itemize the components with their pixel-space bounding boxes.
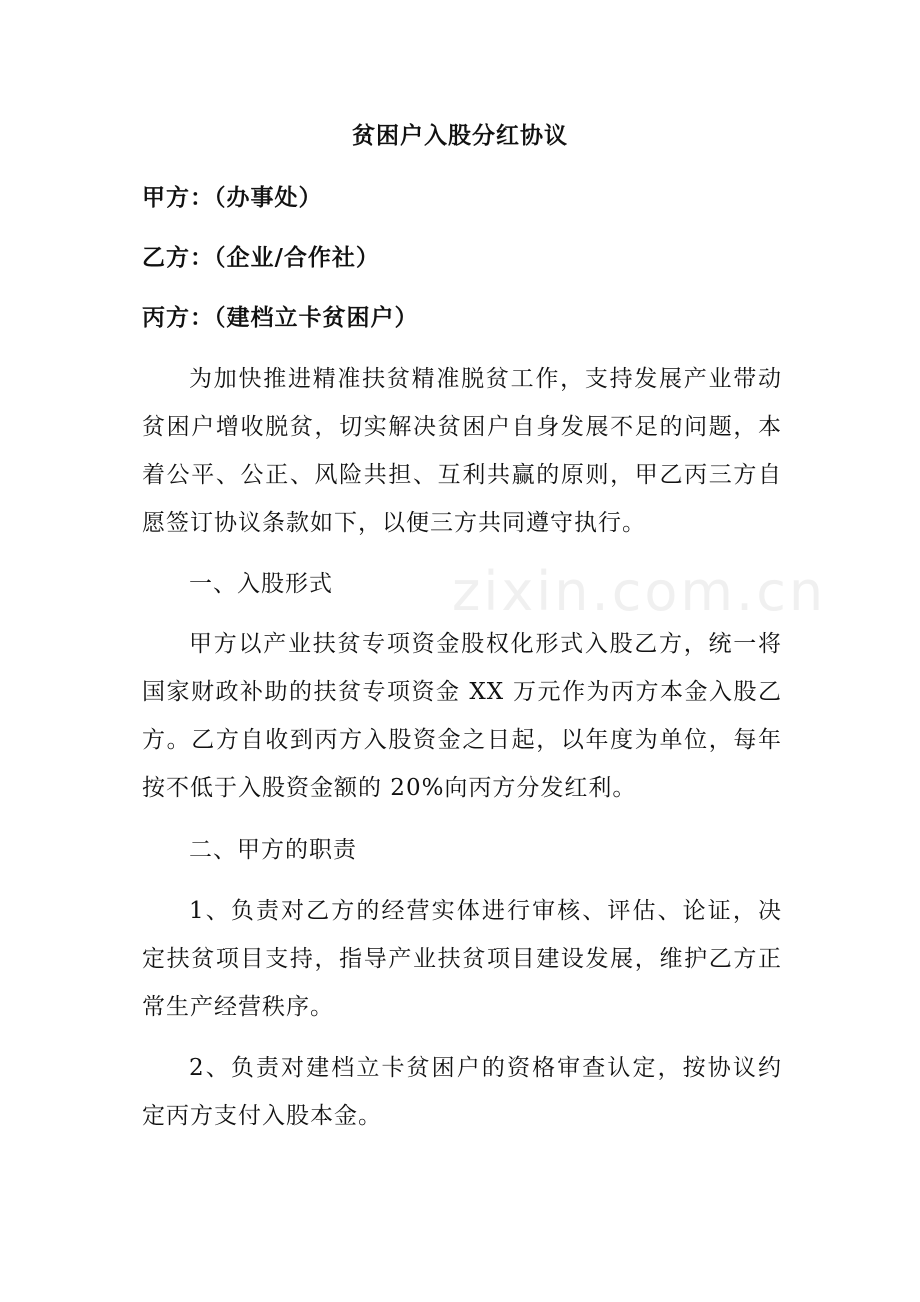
section1-line: 甲方以产业扶贫专项资金股权化形式入股乙方，统一将 xyxy=(189,631,782,657)
party-c: 丙方：（建档立卡贫困户） xyxy=(142,305,419,331)
section2-item2-line: 定丙方支付入股本金。 xyxy=(142,1103,382,1129)
intro-line: 为加快推进精准扶贫精准脱贫工作，支持发展产业带动 xyxy=(189,366,782,392)
section2-heading: 二、甲方的职责 xyxy=(189,837,357,863)
section1-line: 国家财政补助的扶贫专项资金 XX 万元作为丙方本金入股乙 xyxy=(142,679,782,705)
section2-item1-line: 1、负责对乙方的经营实体进行审核、评估、论证，决 xyxy=(189,898,782,924)
section1-line: 按不低于入股资金额的 20%向丙方分发红利。 xyxy=(142,775,637,801)
party-b: 乙方：（企业/合作社） xyxy=(142,245,380,271)
section2-item1 xyxy=(142,887,782,1031)
section1-heading: 一、入股形式 xyxy=(189,571,333,597)
party-a: 甲方：（办事处） xyxy=(142,185,323,211)
watermark: zixin.com.cn xyxy=(452,560,827,623)
intro-line: 贫困户增收脱贫，切实解决贫困户自身发展不足的问题，本 xyxy=(142,414,782,440)
intro-line: 着公平、公正、风险共担、互利共赢的原则，甲乙丙三方自 xyxy=(142,462,782,488)
intro-paragraph xyxy=(142,355,782,547)
section1-line: 方。乙方自收到丙方入股资金之日起，以年度为单位，每年 xyxy=(142,727,782,753)
document-title: 贫困户入股分红协议 xyxy=(352,123,568,149)
intro-line: 愿签订协议条款如下，以便三方共同遵守执行。 xyxy=(142,510,646,536)
section2-item1-line: 定扶贫项目支持，指导产业扶贫项目建设发展，维护乙方正 xyxy=(142,946,782,972)
section2-item2-line: 2、负责对建档立卡贫困户的资格审查认定，按协议约 xyxy=(189,1055,782,1081)
section1-paragraph xyxy=(142,620,782,812)
section2-item2 xyxy=(142,1044,782,1140)
section2-item1-line: 常生产经营秩序。 xyxy=(142,994,334,1020)
